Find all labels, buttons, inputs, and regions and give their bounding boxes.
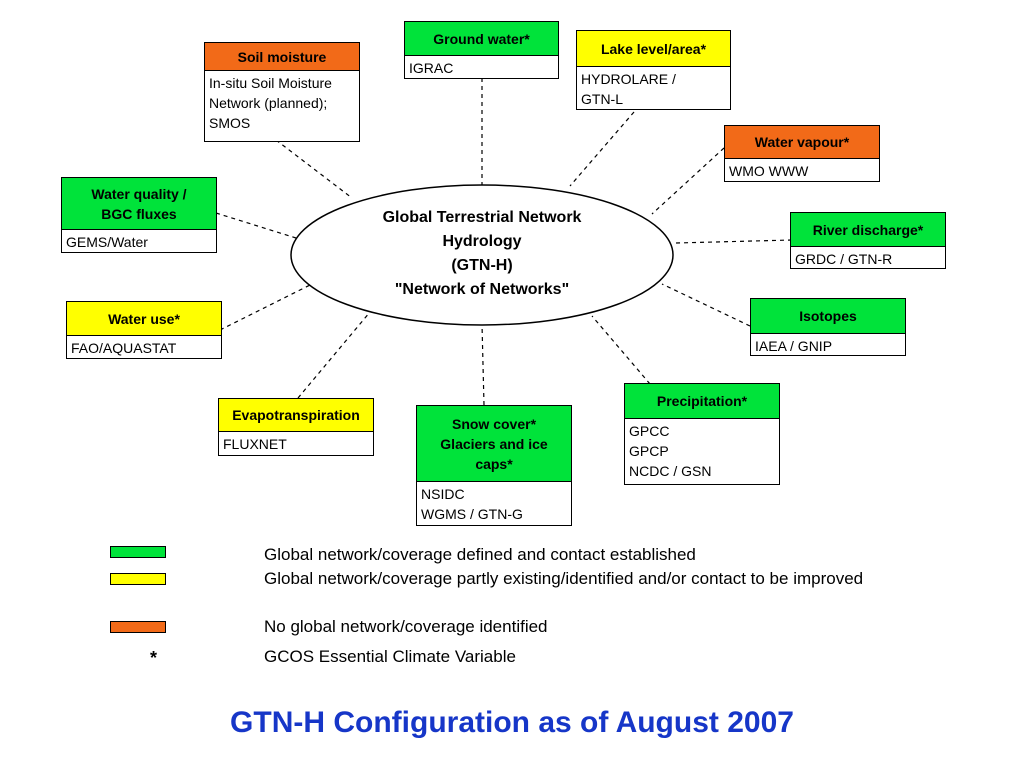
legend-asterisk-symbol: *	[150, 648, 158, 668]
node-header: Water quality / BGC fluxes	[62, 178, 216, 230]
legend-text-yellow: Global network/coverage partly existing/identified and/or contact to be improved	[264, 569, 864, 588]
node-evapotranspiration	[218, 398, 374, 456]
node-body: GEMS/Water	[66, 234, 148, 250]
central-line-2: Hydrology	[442, 233, 522, 250]
connector-evapo	[298, 312, 370, 398]
central-line-3: (GTN-H)	[451, 257, 513, 274]
legend-swatch-green	[110, 546, 166, 558]
node-header: Water use*	[67, 302, 221, 336]
node-snow-cover	[416, 405, 572, 526]
legend-swatch-orange	[110, 621, 166, 633]
node-body: FLUXNET	[223, 436, 287, 452]
node-body: In-situ Soil Moisture Network (planned); SMOS	[209, 75, 332, 131]
connector-river	[676, 240, 792, 243]
node-body: FAO/AQUASTAT	[71, 340, 177, 356]
central-line-1: Global Terrestrial Network	[382, 209, 582, 226]
legend-text-green: Global network/coverage defined and contact established	[264, 545, 696, 564]
node-body: GPCC GPCP NCDC / GSN	[629, 423, 712, 479]
node-isotopes	[750, 298, 906, 356]
node-river-discharge	[790, 212, 946, 269]
connector-precip	[592, 316, 650, 384]
node-ground-water	[404, 21, 559, 79]
legend-swatch-yellow	[110, 573, 166, 585]
node-water-vapour	[724, 125, 880, 182]
connector-isotopes	[662, 284, 750, 326]
node-header: Lake level/area*	[577, 31, 730, 67]
node-soil-moisture	[204, 42, 360, 142]
legend-text-ecv: GCOS Essential Climate Variable	[264, 647, 516, 666]
node-body: NSIDC WGMS / GTN-G	[421, 486, 523, 522]
node-body: IGRAC	[409, 60, 454, 76]
node-header: Snow cover* Glaciers and ice caps*	[417, 406, 571, 482]
node-body: HYDROLARE / GTN-L	[581, 71, 676, 107]
node-header: River discharge*	[791, 213, 945, 247]
node-body: IAEA / GNIP	[755, 338, 833, 354]
connector-vapour	[652, 148, 724, 214]
node-body: WMO WWW	[729, 163, 809, 179]
legend-text-orange: No global network/coverage identified	[264, 617, 548, 636]
connector-quality	[216, 213, 296, 238]
node-header: Evapotranspiration	[219, 399, 373, 432]
node-header: Precipitation*	[625, 384, 779, 419]
node-header: Isotopes	[751, 299, 905, 334]
node-precipitation	[624, 383, 780, 485]
page-title: GTN-H Configuration as of August 2007	[230, 706, 794, 739]
node-header: Ground water*	[405, 22, 558, 56]
connector-soil	[276, 140, 352, 198]
central-line-4: "Network of Networks"	[394, 281, 570, 298]
connector-lake	[570, 112, 634, 186]
node-water-quality	[61, 177, 217, 253]
central-node-label	[292, 206, 672, 302]
node-lake-level	[576, 30, 731, 110]
connector-snow	[482, 324, 484, 405]
node-header: Water vapour*	[725, 126, 879, 159]
node-water-use	[66, 301, 222, 359]
node-header: Soil moisture	[205, 43, 359, 71]
node-body: GRDC / GTN-R	[795, 251, 893, 267]
